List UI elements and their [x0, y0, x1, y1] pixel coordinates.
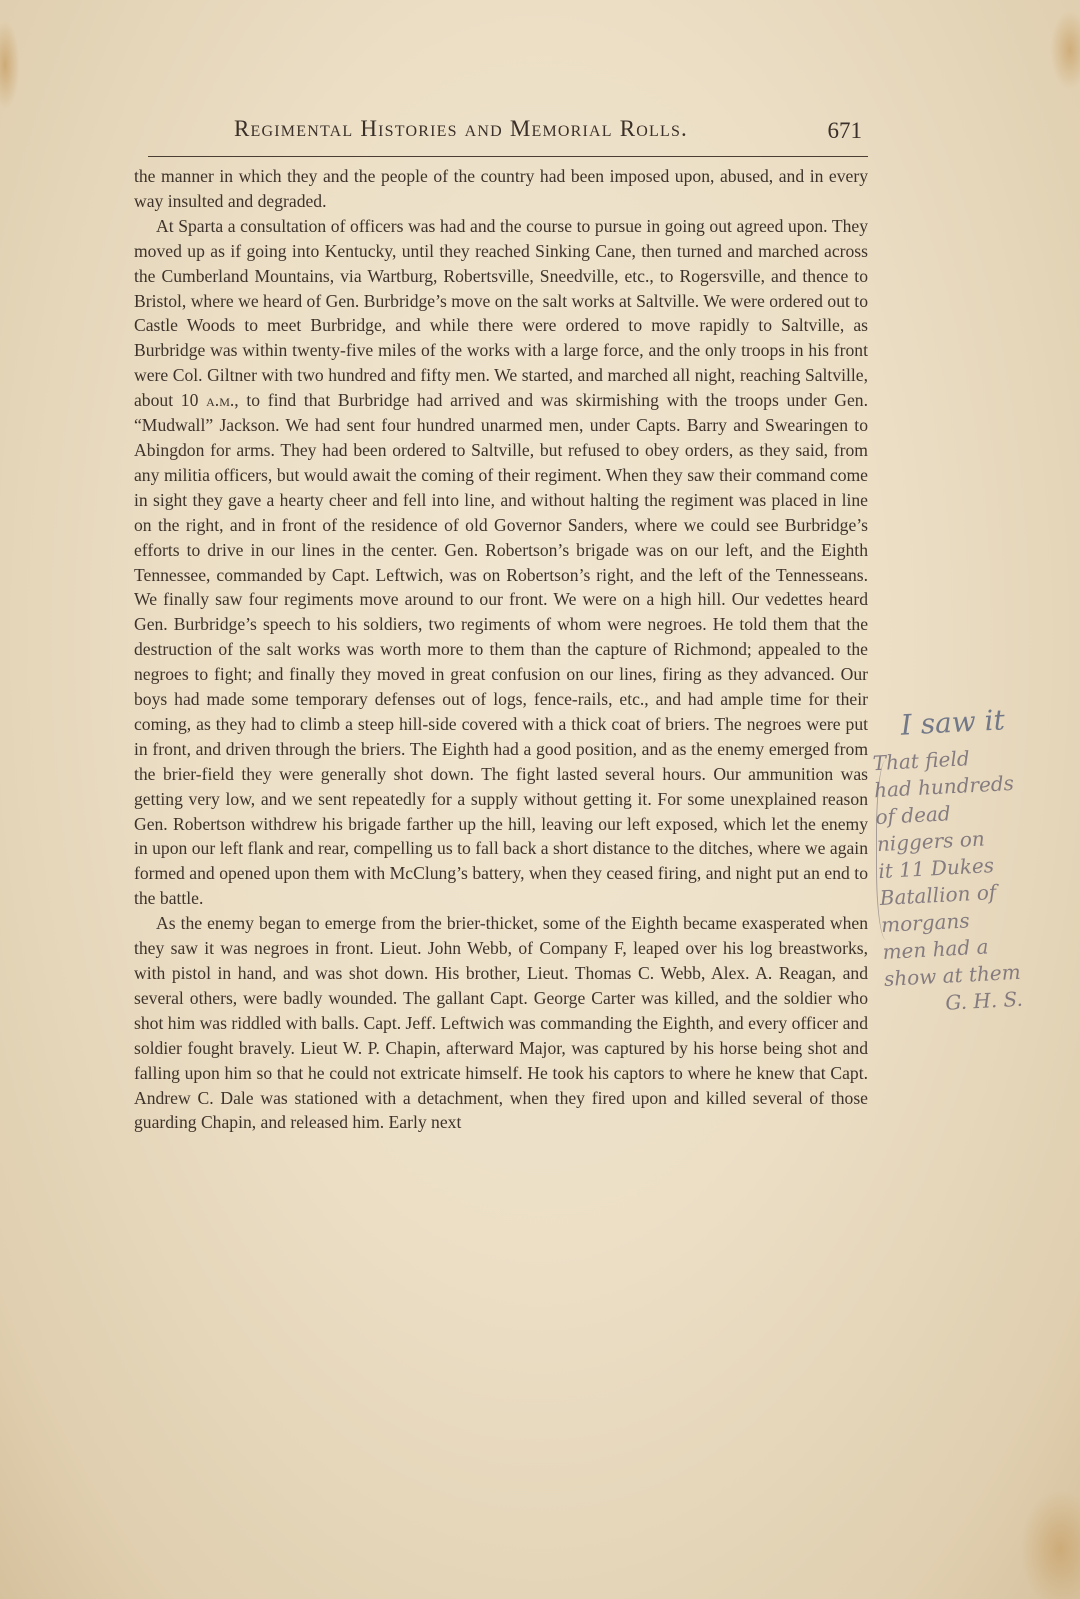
annotation-line: I saw it — [899, 703, 1006, 742]
page-header — [148, 112, 868, 157]
annotation-line: G. H. S. — [944, 986, 1024, 1015]
paragraph — [134, 214, 868, 911]
annotation-line: That field — [872, 746, 971, 776]
paragraph — [134, 911, 868, 1135]
paragraph-text: As the enemy began to emerge from the brier-thicket, some of the Eighth became exasperated when they saw it was negroes in front. Lieut. John Webb, of Company F, leaped over his log breastworks, with pistol in hand, and was shot down. His brother, Lieut. Thomas C. Webb, Alex. A. Reagan, and several others, were badly wounded. The gallant Capt. George Carter was killed, and the soldier who shot him was riddled with balls. Capt. Jeff. Leftwich was commanding the Eighth, and every officer and soldier fought bravely. Lieut W. P. Chapin, afterward Major, was captured by his horse being shot and falling upon him so that he could not extricate himself. He took his captors to where he knew that Capt. Andrew C. Dale was stationed with a detachment, when they fired upon and killed several of those guarding Chapin, and released him. Early next — [134, 913, 868, 1133]
time-abbreviation: a.m. — [206, 390, 235, 411]
paragraph-text: the manner in which they and the people of the country had been imposed upon, abused, and in every way insulted and degraded. — [134, 166, 868, 211]
paragraph — [134, 164, 868, 214]
annotation-line: show at them — [883, 959, 1022, 991]
body-text — [134, 164, 868, 1135]
annotation-line: morgans — [880, 908, 971, 938]
annotation-line: Batallion of — [879, 879, 997, 911]
paragraph-text: At Sparta a consultation of officers was had and the course to pursue in going out agreed upon. They moved up as if going into Kentucky, until they reached Sinking Cane, then turned and marched across the Cumberland Mountains, via Wartburg, Robertsville, Sneedville, etc., to Rogersville, and thence to Bristol, where we heard of Gen. Burbridge’s move on the salt works at Saltville. We were ordered out to Castle Woods to meet Burbridge, and while there were ordered to move rapidly to Saltville, as Burbridge was within twenty-five miles of the works with a large force, and the only troops in his front were Col. Giltner with two hundred and fifty men. We started, and marched all night, reaching Saltville, about 10 — [134, 215, 868, 411]
annotation-line: had hundreds — [873, 770, 1015, 803]
foxing-stain — [1020, 1489, 1080, 1599]
foxing-stain — [0, 20, 20, 110]
running-title: Regimental Histories and Memorial Rolls. — [234, 116, 689, 141]
handwritten-annotation — [870, 703, 1080, 1020]
paragraph-text: , to find that Burbridge had arrived and was skirmishing with the troops under Gen. “Mudwall” Jackson. We had sent four hundred unarmed men, under Capts. Barry and Swearingen to Abingdon for arms. They had been ordered to Saltville, but refused to obey orders, as they said, from any militia officers, but would await the coming of their regiment. When they saw their command come in sight they gave a hearty cheer and fell into line, and without halting the regiment was placed in line on the right, and in front of the residence of old Governor Sanders, where we could see Burbridge’s efforts to drive in our lines in the center. Gen. Robertson’s brigade was on our left, and the Eighth Tennessee, commanded by Capt. Leftwich, was on Robertson’s right, and the left of the Tennesseans. We finally saw four regiments move around to our front. We were on a high hill. Our vedettes heard Gen. Burbridge’s speech to his soldiers, two regiments of whom were negroes. He told them that the destruction of the salt works was worth more to them than the capture of Richmond; appealed to the negroes to fight; and finally they moved in great confusion on our lines, firing as they advanced. Our boys had made some temporary defenses out of logs, fence-rails, etc., and had ample time for their coming, as they had to climb a steep hill-side covered with a thick coat of briers. The negroes were put in front, and driven through the briers. The Eighth had a good position, and as the enemy emerged from the brier-field they were generally shot down. The fight lasted several hours. Our ammunition was getting very low, and we sent repeatedly for a supply without getting it. For some unexplained reason Gen. Robertson withdrew his brigade farther up the hill, leaving our left exposed, which let the enemy in upon our left flank and rear, compelling us to fall back a short distance to the ditches, where we again formed and opened upon them with McClung’s battery, when they ceased firing, and night put an end to the battle. — [134, 390, 868, 909]
annotation-line: men had a — [881, 934, 990, 964]
foxing-stain — [1050, 10, 1080, 90]
annotation-line: of dead — [874, 801, 952, 830]
page-number: 671 — [827, 118, 862, 143]
annotation-line: it 11 Dukes — [877, 853, 995, 884]
annotation-line: niggers on — [876, 826, 986, 857]
